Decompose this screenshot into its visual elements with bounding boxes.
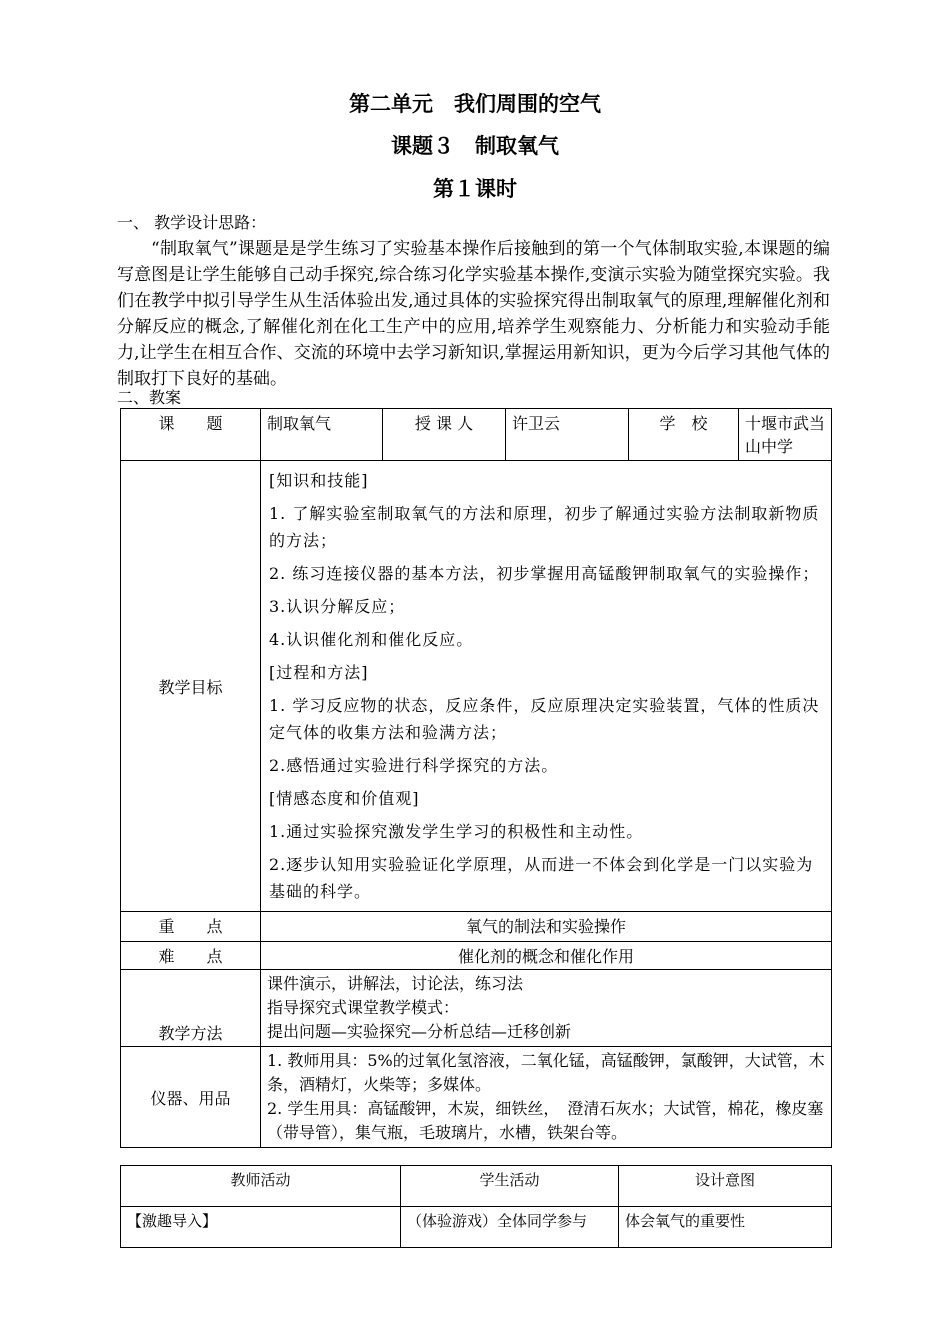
method-line: 指导探究式课堂教学模式： bbox=[267, 998, 460, 1017]
topic-label: 课 题 bbox=[121, 409, 261, 461]
lesson-plan-table bbox=[120, 408, 832, 1148]
section2-heading: 二、教案 bbox=[117, 388, 182, 407]
objective-line: 4.认识催化剂和催化反应。 bbox=[269, 630, 474, 649]
methods-content bbox=[261, 970, 832, 1047]
topic-title: 课题３ 制取氧气 bbox=[391, 134, 559, 158]
school-value: 十堰市武当山中学 bbox=[739, 409, 832, 461]
objectives-label: 教学目标 bbox=[121, 461, 261, 912]
key-point-value: 氧气的制法和实验操作 bbox=[261, 912, 832, 942]
objectives-content bbox=[261, 461, 832, 912]
objective-line: 3.认识分解反应； bbox=[269, 597, 406, 616]
objective-line: [知识和技能] bbox=[269, 471, 369, 490]
activity-header: 设计意图 bbox=[619, 1166, 832, 1207]
difficulty-value: 催化剂的概念和催化作用 bbox=[261, 942, 832, 970]
method-line: 提出问题—实验探究—分析总结—迁移创新 bbox=[267, 1022, 572, 1041]
equipment-content bbox=[261, 1047, 832, 1148]
equipment-line: 1. 教师用具：5%的过氧化氢溶液，二氧化锰，高锰酸钾，氯酸钾，大试管，木条，酒精灯，火柴等；多媒体。 bbox=[267, 1051, 825, 1094]
unit-title: 第二单元 我们周围的空气 bbox=[349, 92, 601, 116]
equipment-line: 2. 学生用具：高锰酸钾，木炭，细铁丝， 澄清石灰水；大试管，棉花，橡皮塞（带导管），集气瓶，毛玻璃片，水槽，铁架台等。 bbox=[267, 1099, 824, 1142]
key-point-label: 重 点 bbox=[121, 912, 261, 942]
method-line: 课件演示，讲解法，讨论法，练习法 bbox=[267, 974, 524, 993]
teacher-label: 授 课 人 bbox=[383, 409, 506, 461]
equipment-label: 仪器、用品 bbox=[121, 1047, 261, 1148]
activity-cell: （体验游戏）全体同学参与 bbox=[401, 1207, 619, 1248]
school-label: 学 校 bbox=[629, 409, 739, 461]
activity-table bbox=[120, 1165, 832, 1248]
activity-header: 学生活动 bbox=[401, 1166, 619, 1207]
objective-line: 1.通过实验探究激发学生学习的积极性和主动性。 bbox=[269, 822, 644, 841]
objective-line: 1. 了解实验室制取氧气的方法和原理，初步了解通过实验方法制取新物质的方法； bbox=[269, 504, 820, 550]
difficulty-label: 难 点 bbox=[121, 942, 261, 970]
objective-line: 2. 练习连接仪器的基本方法，初步掌握用高锰酸钾制取氧气的实验操作； bbox=[269, 564, 820, 583]
lesson-title: 第１课时 bbox=[433, 177, 517, 201]
topic-value: 制取氧气 bbox=[261, 409, 383, 461]
activity-cell: 【激趣导入】 bbox=[121, 1207, 401, 1248]
methods-label: 教学方法 bbox=[121, 970, 261, 1047]
design-paragraph: “制取氧气”课题是是学生练习了实验基本操作后接触到的第一个气体制取实验,本课题的编写意图是让学生能够自己动手探究,综合练习化学实验基本操作,变演示实验为随堂探究实验。我们在教学中拟引导学生从生活体验出发,通过具体的实验探究得出制取氧气的原理,理解催化剂和分解反应的概念,了解催化剂在化工生产中的应用,培养学生观察能力、分析能力和实验动手能力,让学生在相互合作、交流的环境中去学习新知识,掌握运用新知识，更为今后学习其他气体的制取打下良好的基础。 bbox=[117, 239, 830, 389]
objective-line: 2.逐步认知用实验验证化学原理，从而进一不体会到化学是一门以实验为基础的科学。 bbox=[269, 855, 814, 901]
teacher-value: 许卫云 bbox=[506, 409, 629, 461]
objective-line: 2.感悟通过实验进行科学探究的方法。 bbox=[269, 756, 559, 775]
objective-line: 1. 学习反应物的状态，反应条件，反应原理决定实验装置，气体的性质决定气体的收集方法和验满方法； bbox=[269, 696, 820, 742]
activity-cell: 体会氧气的重要性 bbox=[619, 1207, 832, 1248]
section1-heading: 一、 教学设计思路： bbox=[117, 213, 267, 232]
objective-line: [情感态度和价值观] bbox=[269, 789, 420, 808]
activity-header: 教师活动 bbox=[121, 1166, 401, 1207]
objective-line: [过程和方法] bbox=[269, 663, 369, 682]
